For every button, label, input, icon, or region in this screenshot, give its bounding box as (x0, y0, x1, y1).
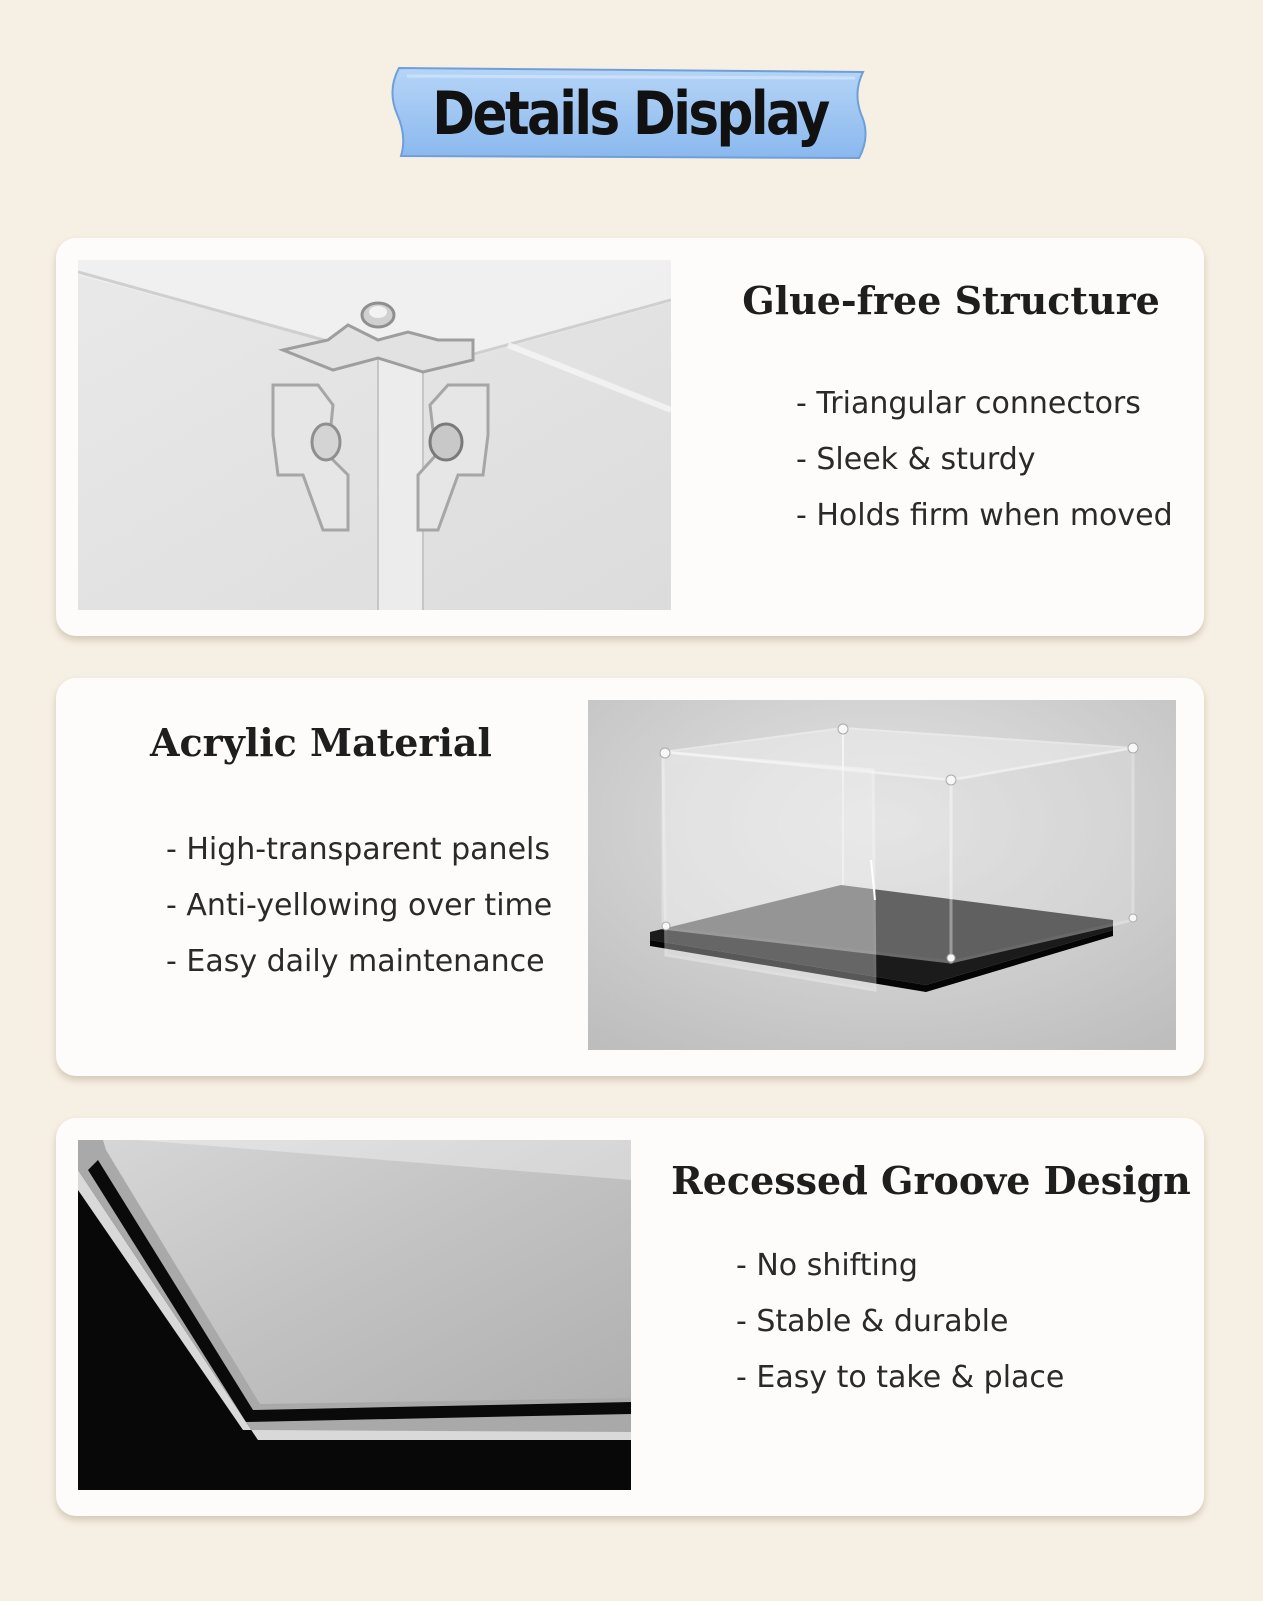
feature-bullet-list (736, 1238, 1064, 1406)
corner-connector-image (78, 260, 671, 610)
display-case-photo (588, 700, 1176, 1050)
feature-title: Acrylic Material (150, 720, 492, 765)
feature-text-acrylic-material (86, 678, 556, 1076)
feature-title: Recessed Groove Design (671, 1158, 1191, 1203)
feature-bullet: - Sleek & sturdy (796, 442, 1036, 477)
feature-bullet: - Easy daily maintenance (166, 944, 545, 979)
header-banner (385, 66, 875, 162)
page-title: Details Display (432, 79, 828, 149)
feature-title: Glue-free Structure (742, 278, 1160, 323)
feature-card-recessed-groove (56, 1118, 1204, 1516)
feature-bullet-list (796, 376, 1173, 544)
feature-bullet: - Easy to take & place (736, 1360, 1065, 1395)
recessed-groove-photo (78, 1140, 631, 1490)
feature-bullet: - High-transparent panels (166, 832, 550, 867)
corner-connector-photo (78, 260, 671, 610)
feature-bullet: - Anti-yellowing over time (166, 888, 553, 923)
feature-bullet: - Holds firm when moved (796, 498, 1173, 533)
feature-text-recessed-groove (666, 1118, 1196, 1516)
recessed-groove-image (78, 1140, 631, 1490)
feature-bullet: - Triangular connectors (796, 386, 1141, 421)
feature-bullet-list (166, 822, 552, 990)
feature-bullet: - No shifting (736, 1248, 918, 1283)
display-case-image (588, 700, 1176, 1050)
feature-card-acrylic-material (56, 678, 1204, 1076)
feature-bullet: - Stable & durable (736, 1304, 1009, 1339)
feature-text-glue-free (716, 238, 1186, 636)
feature-card-glue-free (56, 238, 1204, 636)
